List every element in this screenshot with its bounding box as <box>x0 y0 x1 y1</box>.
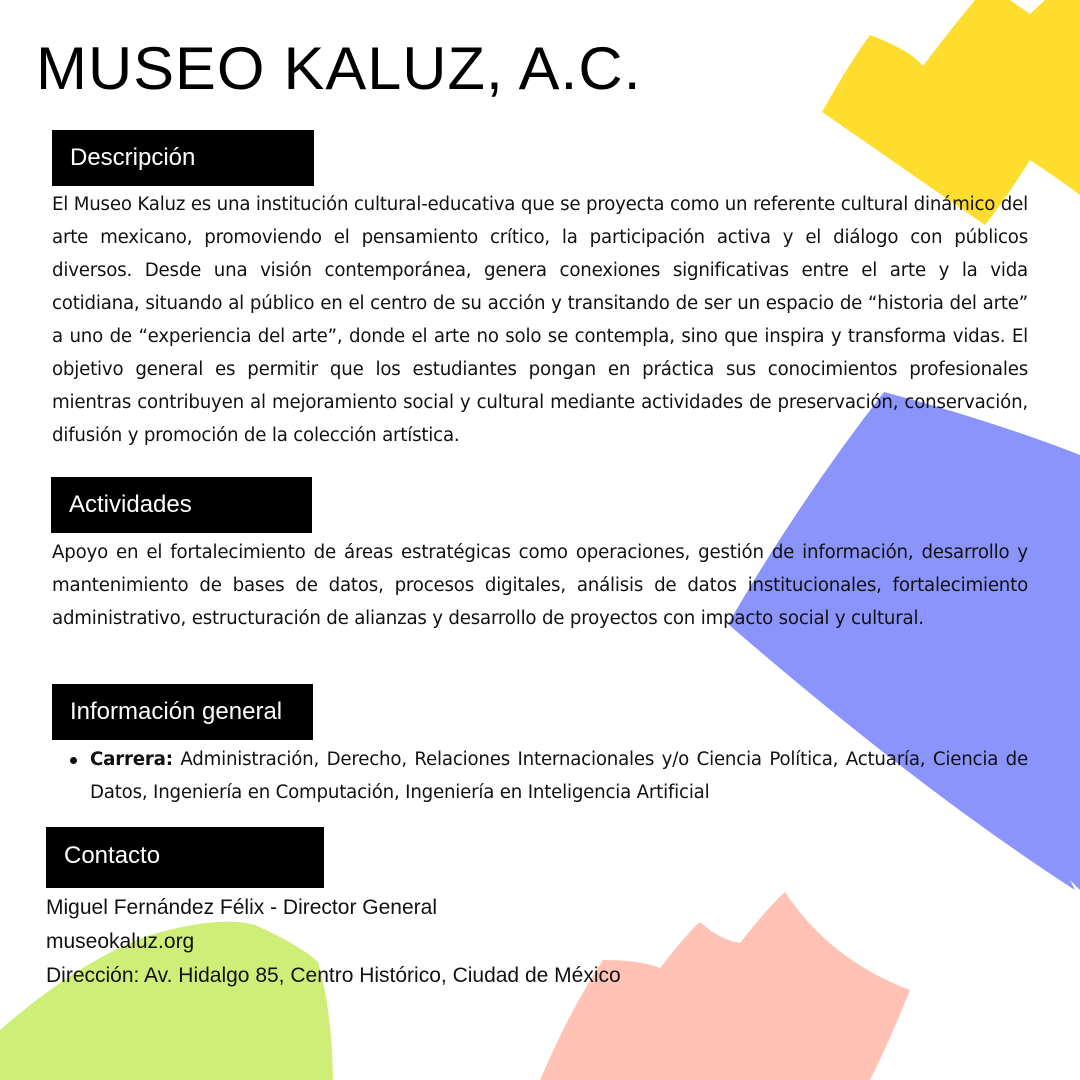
contact-director: Miguel Fernández Félix - Director General <box>46 896 437 919</box>
page-title: MUSEO KALUZ, A.C. <box>36 35 642 102</box>
actividades-text: Apoyo en el fortalecimiento de áreas estratégicas como operaciones, gestión de información, desarrollo y mantenimiento de bases de datos, procesos digitales, análisis de datos institucionales, fortalecimiento administrativo, estructuración de alianzas y desarrollo de proyectos con impacto social y cultural. <box>52 542 1028 629</box>
informacion-general-list <box>52 743 1028 809</box>
bullet-icon <box>70 757 77 764</box>
carrera-label: Carrera: <box>90 749 173 770</box>
section-header-actividades: Actividades <box>51 477 312 533</box>
carrera-value: Administración, Derecho, Relaciones Internacionales y/o Ciencia Política, Actuaría, Ciencia de Datos, Ingeniería en Computación, Ingeniería en Inteligencia Artificial <box>90 749 1028 803</box>
contact-website-link[interactable]: museokaluz.org <box>46 930 195 953</box>
contact-address: Dirección: Av. Hidalgo 85, Centro Histórico, Ciudad de México <box>46 964 621 987</box>
section-header-descripcion: Descripción <box>52 130 314 186</box>
list-item-carrera <box>52 743 1028 809</box>
descripcion-text: El Museo Kaluz es una institución cultural-educativa que se proyecta como un referente cultural dinámico del arte mexicano, promoviendo el pensamiento crítico, la participación activa y el diálogo con públicos diversos. Desde una visión contemporánea, genera conexiones significativas entre el arte y la vida cotidiana, situando al público en el centro de su acción y transitando de ser un espacio de “historia del arte” a uno de “experiencia del arte”, donde el arte no solo se contempla, sino que inspira y transforma vidas. El objetivo general es permitir que los estudiantes pongan en práctica sus conocimientos profesionales mientras contribuyen al mejoramiento social y cultural mediante actividades de preservación, conservación, difusión y promoción de la colección artística. <box>52 194 1028 446</box>
section-header-contacto: Contacto <box>46 827 324 888</box>
section-header-informacion-general: Información general <box>52 684 313 740</box>
